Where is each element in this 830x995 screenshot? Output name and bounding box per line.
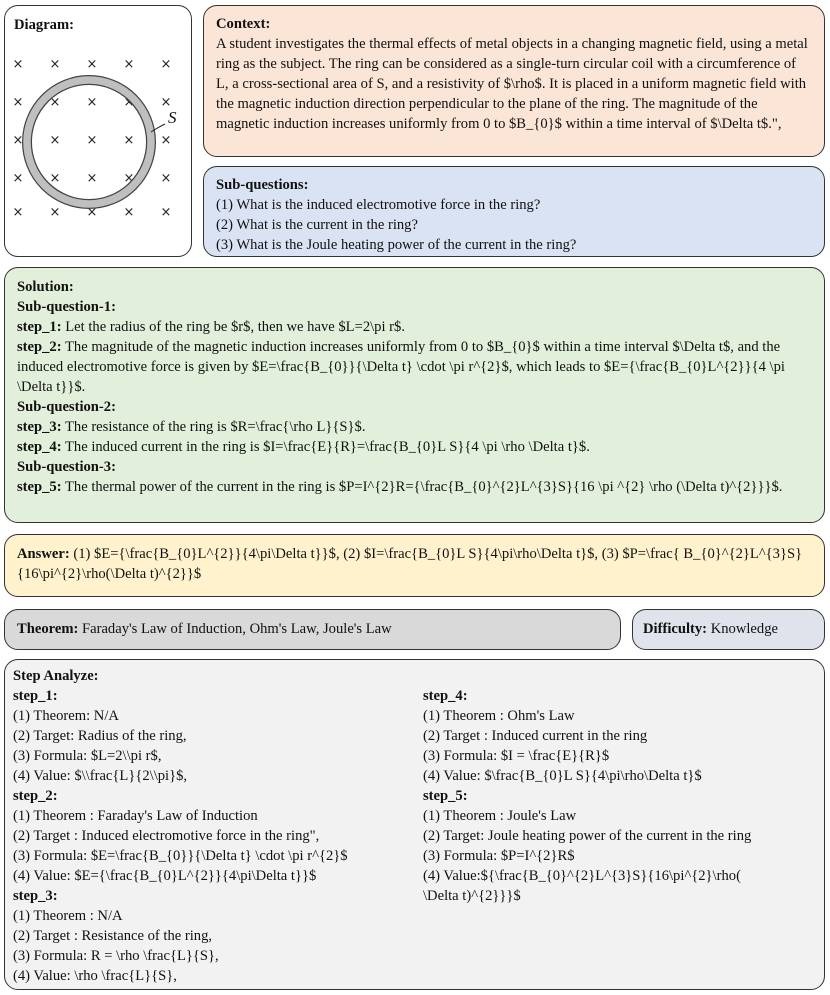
theorem-label: Theorem:: [17, 621, 79, 637]
field-marker-x: ×: [123, 133, 135, 148]
step-3-label: step_3:: [17, 419, 62, 435]
context-panel: [203, 5, 825, 157]
field-marker-x: ×: [160, 171, 172, 186]
step-2-label: step_2:: [17, 339, 62, 355]
field-marker-x: ×: [12, 133, 24, 148]
field-marker-x: ×: [12, 57, 24, 72]
field-marker-x: ×: [12, 205, 24, 220]
field-marker-x: ×: [86, 95, 98, 110]
analyze-step-4-target: (2) Target : Induced current in the ring: [423, 728, 648, 744]
difficulty-panel: [632, 609, 825, 650]
analyze-step-1-target: (2) Target: Radius of the ring,: [13, 728, 187, 744]
analyze-step-1-label: step_1:: [13, 688, 58, 704]
analyze-step-5-target: (2) Target: Joule heating power of the current in the ring: [423, 828, 752, 844]
context-text: A student investigates the thermal effects of metal objects in a changing magnetic field, using a metal ring as the subject. The ring can be considered as a single-turn circular coil with a circumference of L, a cross-sectional area of S, and a resistivity of $\rho$. It is placed in a uniform magnetic field with the magnetic induction direction perpendicular to the plane of the ring. The magnitude of the magnetic induction increases uniformly from 0 to $B_{0}$ within a time interval of $\Delta t$.",: [216, 36, 808, 132]
solution-step-4: step_4: The induced current in the ring is $I=\frac{E}{R}=\frac{B_{0}L S}{4 \pi \rho \Delta t}$.: [17, 439, 590, 455]
analyze-step-2-target: (2) Target : Induced electromotive force in the ring",: [13, 828, 320, 844]
step-1-label: step_1:: [17, 319, 62, 335]
diagram-panel: [4, 5, 192, 257]
analyze-step-3-formula: (3) Formula: R = \rho \frac{L}{S},: [13, 948, 219, 964]
field-marker-x: ×: [49, 95, 61, 110]
analyze-step-3-label: step_3:: [13, 888, 58, 904]
solution-label: Solution:: [17, 279, 74, 295]
analyze-step-3-value: (4) Value: \rho \frac{L}{S},: [13, 968, 177, 984]
field-marker-x: ×: [12, 171, 24, 186]
answer-text: Answer: (1) $E={\frac{B_{0}L^{2}}{4\pi\Delta t}}$, (2) $I=\frac{B_{0}L S}{4\pi\rho\Delta t}$, (3) $P=\frac{ B_{0}^{2}L^{3}S}{16\pi^{2}\rho(\Delta t)^{2}}$: [17, 546, 803, 582]
field-marker-x: ×: [12, 95, 24, 110]
ring-label-s: S: [168, 108, 177, 127]
step-analyze-label: Step Analyze:: [13, 668, 99, 684]
analyze-step-2-theorem: (1) Theorem : Faraday's Law of Induction: [13, 808, 258, 824]
answer-label: Answer:: [17, 546, 70, 562]
analyze-step-1-value: (4) Value: $\\frac{L}{2\\pi}$,: [13, 768, 188, 784]
context-label: Context:: [216, 16, 271, 32]
field-marker-x: ×: [49, 57, 61, 72]
analyze-step-2-formula: (3) Formula: $E=\frac{B_{0}}{\Delta t} \cdot \pi r^{2}$: [13, 848, 348, 864]
analyze-step-5-value-cont: \Delta t)^{2}}}$: [423, 888, 521, 904]
theorem-text: Theorem: Faraday's Law of Induction, Ohm's Law, Joule's Law: [17, 621, 392, 637]
analyze-step-5-label: step_5:: [423, 788, 468, 804]
analyze-step-4-value: (4) Value: $\frac{B_{0}L S}{4\pi\rho\Delta t}$: [423, 768, 702, 784]
analyze-step-4-label: step_4:: [423, 688, 468, 704]
subquestion-1-heading: Sub-question-1:: [17, 299, 116, 315]
field-marker-x: ×: [49, 171, 61, 186]
analyze-right-column: [423, 686, 818, 906]
analyze-step-4-theorem: (1) Theorem : Ohm's Law: [423, 708, 575, 724]
solution-step-3: step_3: The resistance of the ring is $R=\frac{\rho L}{S}$.: [17, 419, 366, 435]
analyze-step-4-formula: (3) Formula: $I = \frac{E}{R}$: [423, 748, 610, 764]
field-marker-x: ×: [86, 133, 98, 148]
difficulty-label: Difficulty:: [643, 621, 708, 637]
answer-panel: [4, 534, 825, 597]
field-marker-x: ×: [49, 205, 61, 220]
subquestion-2: (2) What is the current in the ring?: [216, 217, 418, 233]
step-4-label: step_4:: [17, 439, 62, 455]
solution-step-5: step_5: The thermal power of the current in the ring is $P=I^{2}R={\frac{B_{0}^{2}L^{3}S}{16 \pi ^{2} \rho (\Delta t)^{2}}}$.: [17, 479, 783, 495]
analyze-step-5-theorem: (1) Theorem : Joule's Law: [423, 808, 577, 824]
analyze-step-3-target: (2) Target : Resistance of the ring,: [13, 928, 213, 944]
subquestion-3: (3) What is the Joule heating power of the current in the ring?: [216, 237, 577, 253]
theorem-panel: [4, 609, 621, 650]
analyze-step-5-value: (4) Value:${\frac{B_{0}^{2}L^{3}S}{16\pi^{2}\rho(: [423, 868, 741, 884]
solution-step-2: step_2: The magnitude of the magnetic induction increases uniformly from 0 to $B_{0}$ within a time interval $\Delta t$, and the induced electromotive force is given by $E=\frac{B_{0}}{\Delta t} \cdot \pi r^{2}$, which leads to $E={\frac{B_{0}L^{2}}{4 \pi \Delta t}}$.: [17, 339, 785, 395]
field-marker-x: ×: [123, 95, 135, 110]
solution-panel: [4, 267, 825, 523]
difficulty-text: Difficulty: Knowledge: [643, 621, 778, 637]
field-marker-x: ×: [123, 57, 135, 72]
analyze-step-1-formula: (3) Formula: $L=2\\pi r$,: [13, 748, 162, 764]
subquestion-2-heading: Sub-question-2:: [17, 399, 116, 415]
step-analyze-panel: [4, 659, 825, 990]
solution-step-1: step_1: Let the radius of the ring be $r$, then we have $L=2\pi r$.: [17, 319, 405, 335]
field-marker-x: ×: [123, 205, 135, 220]
field-marker-x: ×: [160, 133, 172, 148]
step-5-label: step_5:: [17, 479, 62, 495]
subquestion-1: (1) What is the induced electromotive force in the ring?: [216, 197, 541, 213]
subquestions-label: Sub-questions:: [216, 177, 309, 193]
analyze-step-1-theorem: (1) Theorem: N/A: [13, 708, 119, 724]
analyze-step-5-formula: (3) Formula: $P=I^{2}R$: [423, 848, 575, 864]
diagram-title: Diagram:: [14, 17, 74, 33]
field-marker-x: ×: [123, 171, 135, 186]
analyze-step-3-theorem: (1) Theorem : N/A: [13, 908, 123, 924]
analyze-step-2-label: step_2:: [13, 788, 58, 804]
field-marker-x: ×: [160, 95, 172, 110]
field-marker-x: ×: [160, 205, 172, 220]
subquestions-panel: [203, 166, 825, 257]
ring-in-field-figure: [5, 6, 193, 258]
field-marker-x: ×: [86, 57, 98, 72]
analyze-left-column: [13, 686, 413, 986]
subquestion-3-heading: Sub-question-3:: [17, 459, 116, 475]
field-marker-x: ×: [86, 205, 98, 220]
field-marker-x: ×: [49, 133, 61, 148]
analyze-step-2-value: (4) Value: $E={\frac{B_{0}L^{2}}{4\pi\Delta t}}$: [13, 868, 317, 884]
field-marker-x: ×: [160, 57, 172, 72]
field-marker-x: ×: [86, 171, 98, 186]
